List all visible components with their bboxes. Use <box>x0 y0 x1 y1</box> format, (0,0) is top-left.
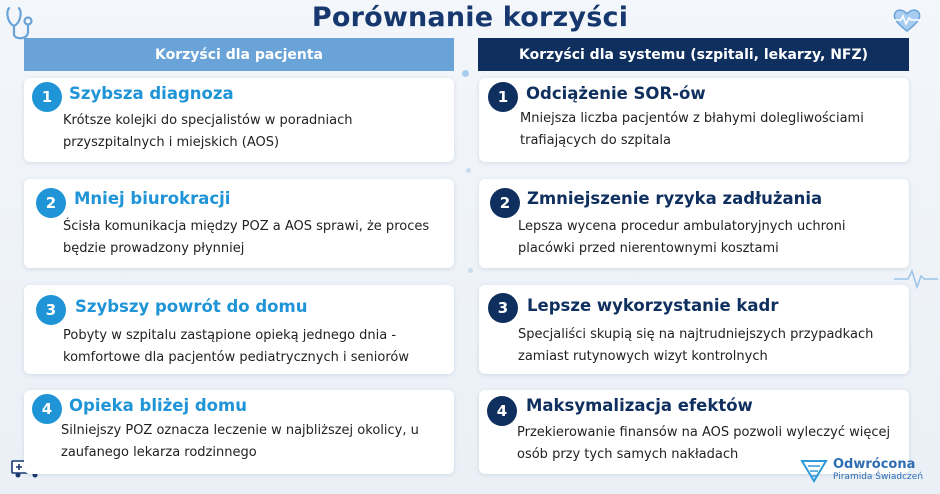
number-badge: 1 <box>32 82 62 112</box>
patient-column-header: Korzyści dla pacjenta <box>24 38 454 71</box>
decor-dot <box>462 70 469 77</box>
card-title: Szybsza diagnoza <box>69 84 234 103</box>
card-description: Przekierowanie finansów na AOS pozwoli wyleczyć więcej osób przy tych samych nakładach <box>517 425 891 462</box>
decor-dot <box>466 168 471 173</box>
system-benefit-card-3 <box>479 285 909 374</box>
card-description: Ścisła komunikacja między POZ a AOS sprawi, że proces będzie prowadzony płynniej <box>63 219 430 256</box>
card-description: Silniejszy POZ oznacza leczenie w najbliższej okolicy, u zaufanego lekarza rodzinnego <box>61 423 419 460</box>
patient-benefit-card-4 <box>24 390 454 474</box>
card-title: Zmniejszenie ryzyka zadłużania <box>527 189 823 208</box>
patient-benefit-card-1 <box>24 78 454 162</box>
system-column-header: Korzyści dla systemu (szpitali, lekarzy, NFZ) <box>478 38 909 71</box>
number-badge: 2 <box>490 188 520 218</box>
card-description: Mniejsza liczba pacjentów z błahymi dolegliwościami trafiających do szpitala <box>520 111 864 148</box>
card-title: Maksymalizacja efektów <box>526 396 753 415</box>
card-description: Pobyty w szpitalu zastąpione opieką jednego dnia - komfortowe dla pacjentów pediatrycznych i seniorów <box>63 328 409 365</box>
number-badge: 3 <box>36 295 66 325</box>
card-description: Lepsza wycena procedur ambulatoryjnych uchroni placówki przed nierentownymi kosztami <box>518 219 846 256</box>
number-badge: 2 <box>36 188 66 218</box>
patient-benefit-card-3 <box>24 285 454 374</box>
logo-name: Odwrócona <box>833 457 916 472</box>
number-badge: 4 <box>487 396 517 426</box>
number-badge: 3 <box>488 293 518 323</box>
brand-logo <box>800 458 923 484</box>
card-description: Specjaliści skupią się na najtrudniejszych przypadkach zamiast rutynowych wizyt kontrolnych <box>518 327 874 364</box>
patient-benefit-card-2 <box>24 179 454 268</box>
logo-subtitle: Piramida Świadczeń <box>833 472 924 482</box>
card-title: Odciążenie SOR-ów <box>526 84 706 103</box>
number-badge: 1 <box>488 82 518 112</box>
card-title: Opieka bliżej domu <box>69 396 247 415</box>
triangle-logo-icon <box>800 458 828 484</box>
page-title: Porównanie korzyści <box>311 2 629 33</box>
card-description: Krótsze kolejki do specjalistów w poradniach przyszpitalnych i miejskich (AOS) <box>63 113 353 150</box>
system-benefit-card-2 <box>479 179 909 268</box>
card-title: Lepsze wykorzystanie kadr <box>527 296 779 315</box>
number-badge: 4 <box>32 394 62 424</box>
decor-dot <box>468 268 473 273</box>
card-title: Szybszy powrót do domu <box>75 297 308 316</box>
card-title: Mniej biurokracji <box>74 189 231 208</box>
system-benefit-card-1 <box>479 78 909 162</box>
